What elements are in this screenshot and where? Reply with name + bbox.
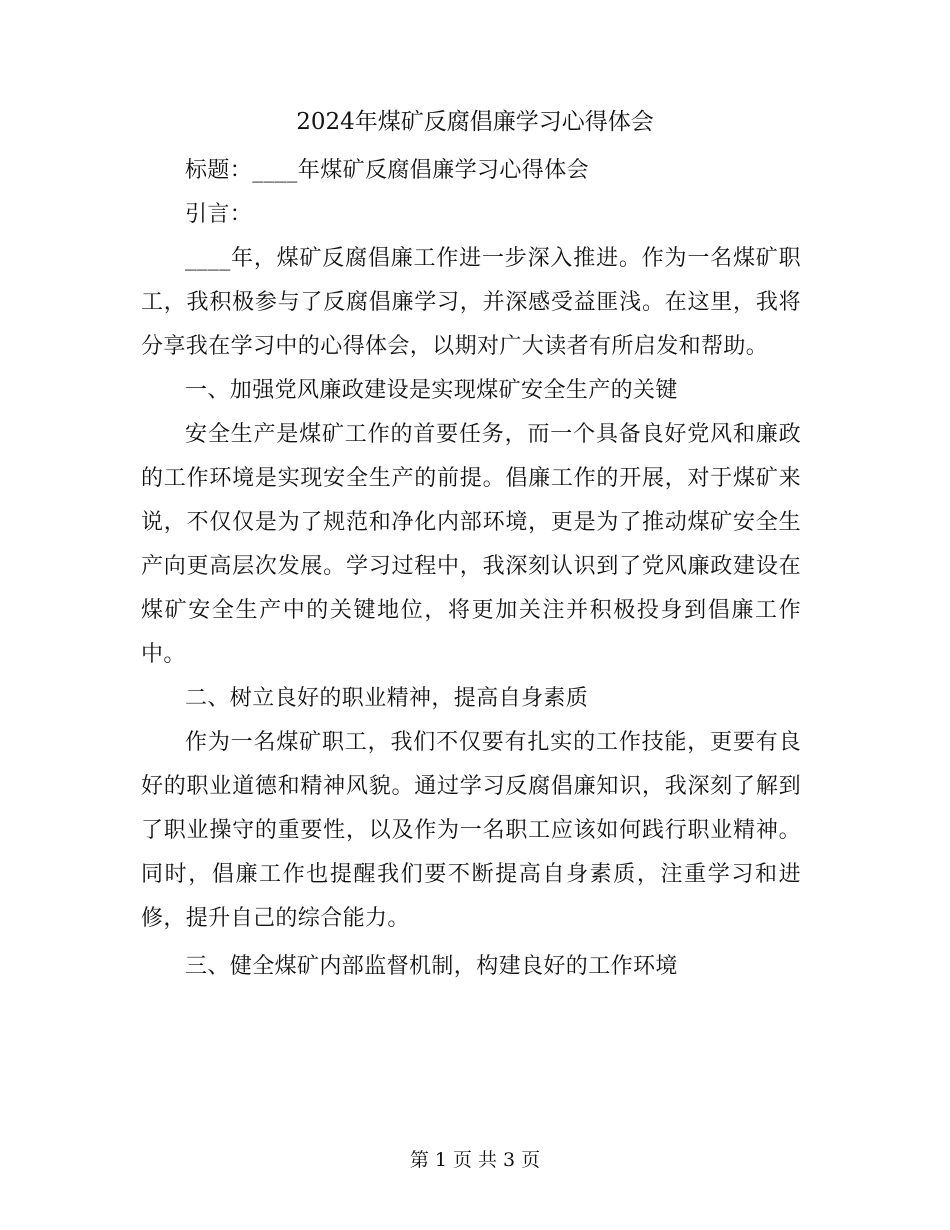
document-body bbox=[141, 149, 801, 989]
document-title: 2024年煤矿反腐倡廉学习心得体会 bbox=[296, 109, 654, 135]
page-number-footer: 第 1 页 共 3 页 bbox=[409, 1149, 541, 1171]
section-paragraph-1: 安全生产是煤矿工作的首要任务，而一个具备良好党风和廉政的工作环境是实现安全生产的前提。倡廉工作的开展，对于煤矿来说，不仅仅是为了规范和净化内部环境，更是为了推动煤矿安全生产向更高层次发展。学习过程中，我深刻认识到了党风廉政建设在煤矿安全生产中的关键地位，将更加关注并积极投身到倡廉工作中。 bbox=[141, 422, 801, 667]
section-heading-1: 一、加强党风廉政建设是实现煤矿安全生产的关键 bbox=[185, 378, 678, 403]
intro-paragraph: ____年，煤矿反腐倡廉工作进一步深入推进。作为一名煤矿职工，我积极参与了反腐倡廉学习，并深感受益匪浅。在这里，我将分享我在学习中的心得体会，以期对广大读者有所启发和帮助。 bbox=[141, 246, 801, 359]
section-heading-3: 三、健全煤矿内部监督机制，构建良好的工作环境 bbox=[185, 954, 678, 979]
intro-label: 引言： bbox=[185, 202, 253, 227]
section-paragraph-2: 作为一名煤矿职工，我们不仅要有扎实的工作技能，更要有良好的职业道德和精神风貌。通过学习反腐倡廉知识，我深刻了解到了职业操守的重要性，以及作为一名职工应该如何践行职业精神。同时，倡廉工作也提醒我们要不断提高自身素质，注重学习和进修，提升自己的综合能力。 bbox=[141, 730, 801, 931]
section-heading-2: 二、树立良好的职业精神，提高自身素质 bbox=[185, 686, 589, 711]
subject-line: 标题：____年煤矿反腐倡廉学习心得体会 bbox=[185, 158, 590, 183]
